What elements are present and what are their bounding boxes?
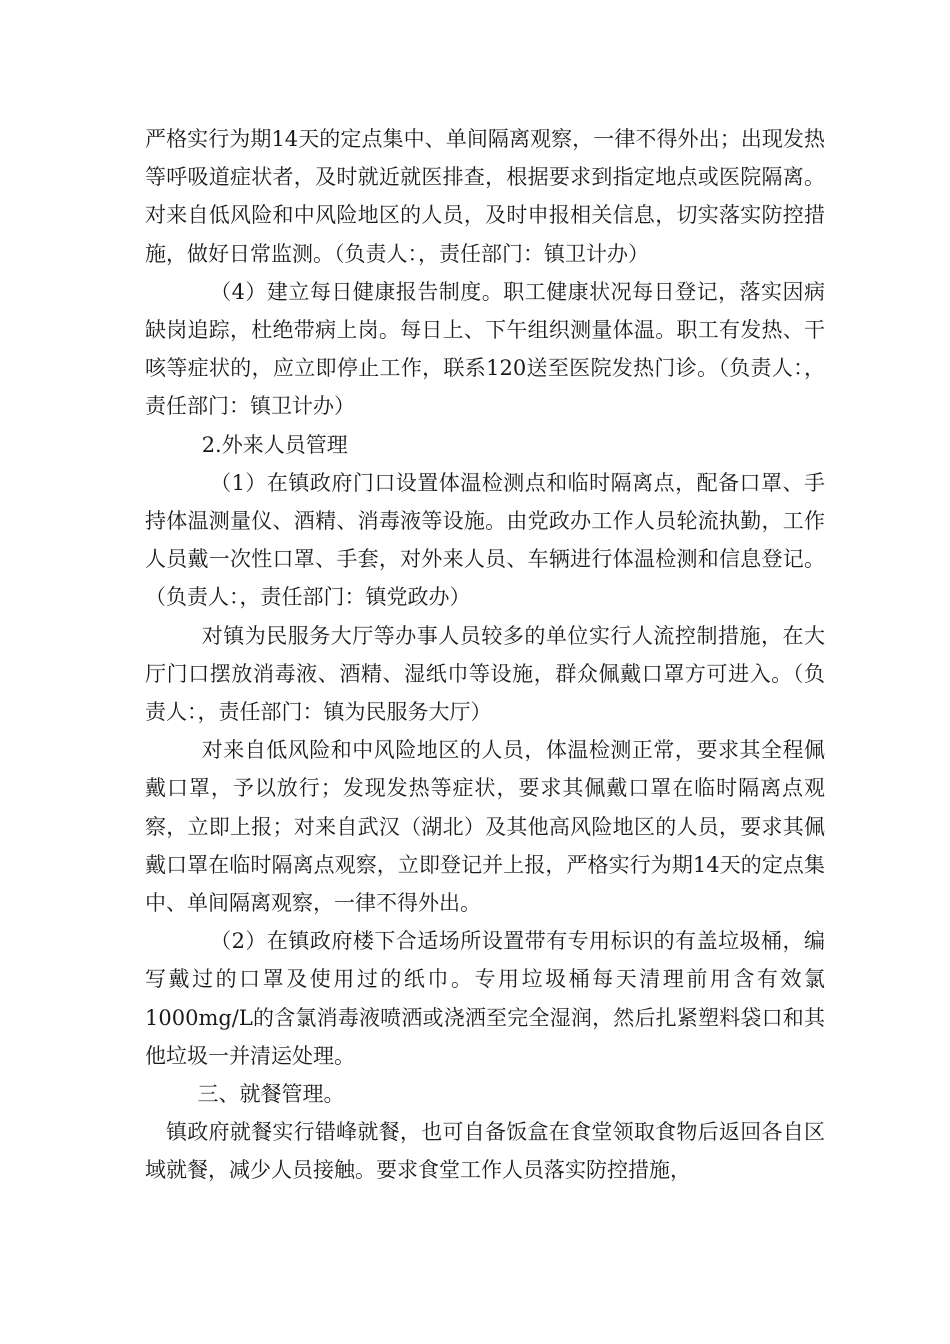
- paragraph-health-report: （4）建立每日健康报告制度。职工健康状况每日登记，落实因病缺岗追踪，杜绝带病上岗。每日上、下午组织测量体温。职工有发热、干咳等症状的，应立即停止工作，联系120送至医院发热门诊。（负责人：，责任部门：镇卫计办）: [145, 279, 825, 419]
- paragraph-waste-bins: （2）在镇政府楼下合适场所设置带有专用标识的有盖垃圾桶，编写戴过的口罩及使用过的纸巾。专用垃圾桶每天清理前用含有效氯1000mg/L的含氯消毒液喷洒或浇洒至完全湿润，然后扎紧塑料袋口和其他垃圾一并清运处理。: [145, 929, 825, 1068]
- section-heading-visitors: 2.外来人员管理: [201, 432, 348, 457]
- document-body: [145, 120, 825, 1190]
- paragraph-risk-areas: 对来自低风险和中风险地区的人员，体温检测正常，要求其全程佩戴口罩，予以放行；发现发热等症状，要求其佩戴口罩在临时隔离点观察，立即上报；对来自武汉（湖北）及其他高风险地区的人员，要求其佩戴口罩在临时隔离点观察，立即登记并上报，严格实行为期14天的定点集中、单间隔离观察，一律不得外出。: [145, 738, 825, 916]
- paragraph-dining: 镇政府就餐实行错峰就餐，也可自备饭盒在食堂领取食物后返回各自区域就餐，减少人员接触。要求食堂工作人员落实防控措施，: [145, 1120, 825, 1183]
- paragraph-service-hall: 对镇为民服务大厅等办事人员较多的单位实行人流控制措施，在大厅门口摆放消毒液、酒精、湿纸巾等设施，群众佩戴口罩方可进入。（负责人：，责任部门：镇为民服务大厅）: [145, 623, 825, 725]
- section-heading-dining: 三、就餐管理。: [197, 1082, 345, 1107]
- paragraph-quarantine: 严格实行为期14天的定点集中、单间隔离观察，一律不得外出；出现发热等呼吸道症状者，及时就近就医排查，根据要求到指定地点或医院隔离。对来自低风险和中风险地区的人员，及时申报相关信息，切实落实防控措施，做好日常监测。（负责人：，责任部门：镇卫计办）: [145, 127, 825, 266]
- paragraph-entrance-checkpoint: （1）在镇政府门口设置体温检测点和临时隔离点，配备口罩、手持体温测量仪、酒精、消毒液等设施。由党政办工作人员轮流执勤，工作人员戴一次性口罩、手套，对外来人员、车辆进行体温检测和信息登记。（负责人：，责任部门：镇党政办）: [145, 470, 825, 610]
